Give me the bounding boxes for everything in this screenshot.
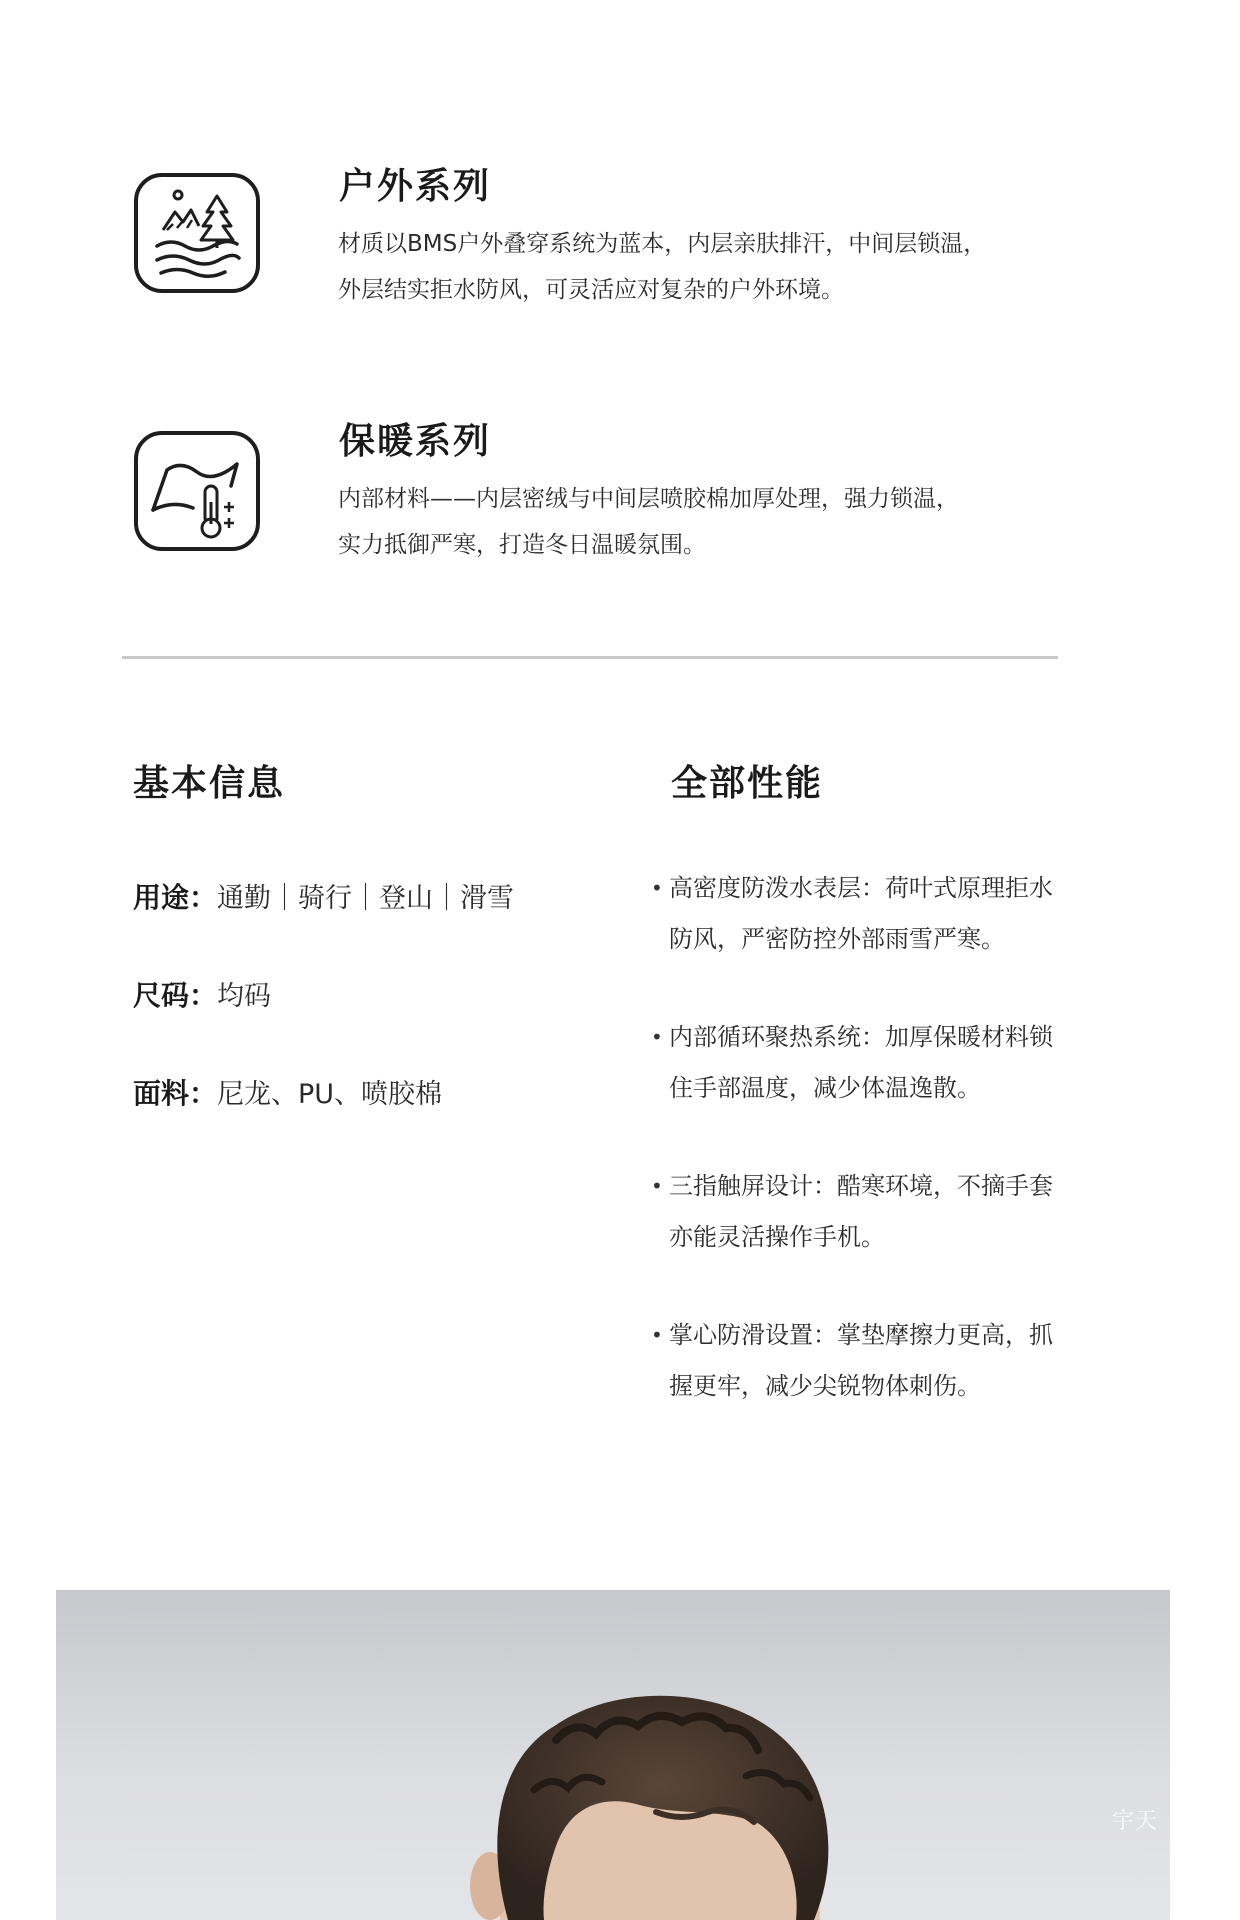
size-value: 均码	[217, 981, 272, 1012]
fabric-label: 面料：	[133, 1077, 218, 1110]
model-portrait-image	[56, 1590, 1170, 1920]
feature-item-heat-system	[651, 1012, 1119, 1114]
size-row	[133, 974, 271, 1014]
feature-item-water-repellent	[651, 863, 1119, 965]
outdoor-desc-line-1: 材质以BMS户外叠穿系统为蓝本，内层亲肤排汗，中间层锁温，	[338, 231, 987, 257]
feature-line-2: 住手部温度，减少体温逸散。	[669, 1074, 981, 1102]
forest-water-icon	[133, 172, 261, 294]
feature-item-touchscreen	[651, 1161, 1119, 1263]
bullet-icon: •	[651, 1025, 663, 1049]
thermometer-wind-icon	[133, 430, 261, 552]
feature-line-2: 握更牢，减少尖锐物体刺伤。	[669, 1372, 981, 1400]
feature-item-anti-slip	[651, 1310, 1119, 1412]
watermark-text: 宇天	[1112, 1809, 1159, 1834]
outdoor-desc-line-2: 外层结实拒水防风，可灵活应对复杂的户外环境。	[338, 277, 844, 303]
feature-line-1: 内部循环聚热系统：加厚保暖材料锁	[669, 1023, 1053, 1051]
size-label: 尺码：	[133, 979, 218, 1012]
feature-line-1: 高密度防泼水表层：荷叶式原理拒水	[669, 874, 1053, 902]
usage-value: 通勤｜骑行｜登山｜滑雪	[217, 883, 515, 914]
warm-series-title: 保暖系列	[339, 421, 492, 462]
performance-title: 全部性能	[671, 763, 824, 804]
basic-info-title: 基本信息	[133, 763, 286, 804]
outdoor-series-description	[338, 221, 1098, 313]
warm-desc-line-2: 实力抵御严寒，打造冬日温暖氛围。	[338, 532, 706, 558]
bullet-icon: •	[651, 876, 663, 900]
warm-series-description	[338, 476, 1098, 568]
usage-row	[133, 876, 514, 916]
feature-line-1: 三指触屏设计：酷寒环境，不摘手套	[669, 1172, 1053, 1200]
section-divider	[122, 656, 1058, 659]
bullet-icon: •	[651, 1174, 663, 1198]
fabric-row	[133, 1072, 442, 1112]
feature-line-1: 掌心防滑设置：掌垫摩擦力更高，抓	[669, 1321, 1053, 1349]
outdoor-series-title: 户外系列	[339, 166, 492, 207]
feature-line-2: 防风，严密防控外部雨雪严寒。	[669, 925, 1005, 953]
fabric-value: 尼龙、PU、喷胶棉	[217, 1079, 443, 1110]
model-photo	[56, 1590, 1170, 1920]
usage-label: 用途：	[133, 881, 218, 914]
bullet-icon: •	[651, 1323, 663, 1347]
feature-line-2: 亦能灵活操作手机。	[669, 1223, 885, 1251]
warm-desc-line-1: 内部材料——内层密绒与中间层喷胶棉加厚处理，强力锁温，	[338, 486, 959, 512]
